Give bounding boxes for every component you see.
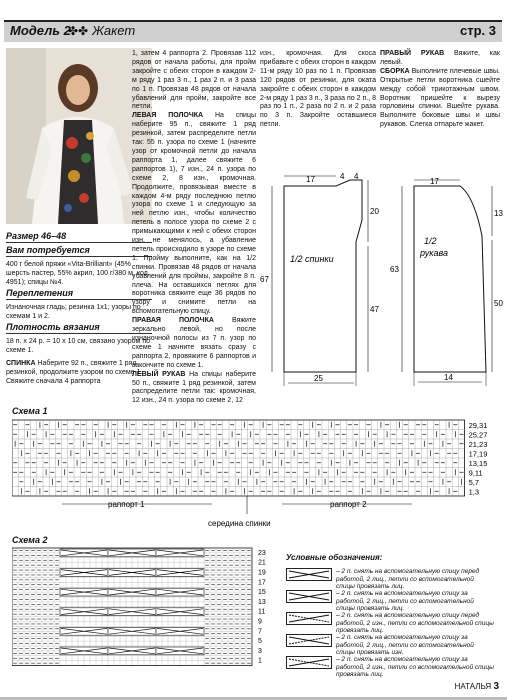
scheme1-title: Схема 1 <box>12 406 48 416</box>
scheme1-row-label: 5,7 <box>468 478 480 487</box>
scheme1-row-label: 29,31 <box>468 421 488 430</box>
legend-title: Условные обозначения: <box>286 553 383 562</box>
legend-item-text: – 2 п. снять на вспомогательную спицу перед работой, 2 изн., петли со вспомогательной спицы провязать лиц. <box>336 612 494 634</box>
back-shoulder: 4 <box>340 172 345 181</box>
scheme2-row-label: 19 <box>258 569 266 577</box>
scheme2-row-label: 11 <box>258 608 266 616</box>
left-sleeve: ЛЕВЫЙ РУКАВ На спицы наберите 50 п., свяжите 1 ряд резинкой, затем распределите петли так: кромочная, 12 изн., 24 п. узора по схеме 2, 12 <box>132 370 257 405</box>
weave-text: Изнаночная гладь; резинка 1х1; узоры по схемам 1 и 2. <box>6 304 141 320</box>
right-sleeve: ПРАВЫЙ РУКАВ Вяжите, как левый. <box>380 50 500 66</box>
scheme2-row-label: 1 <box>258 657 262 665</box>
garment-title: Жакет <box>92 23 136 38</box>
scheme2-row-label: 17 <box>258 579 266 587</box>
footer: НАТАЛЬЯ 3 <box>454 681 499 692</box>
instructions-column-2 <box>132 50 256 406</box>
cable-symbol-icon <box>286 656 332 669</box>
scheme2-chart <box>12 546 284 668</box>
back-top-width: 17 <box>306 175 315 184</box>
page-header <box>4 20 502 42</box>
sleeve-top-width: 17 <box>430 177 439 186</box>
sleeve-bottom-width: 14 <box>444 373 453 382</box>
cable-symbol-icon <box>286 612 332 625</box>
sleeve-label: рукава <box>420 248 448 258</box>
sleeve-continued: изн., кромочная. Для скоса прибавьте с обеих сторон в каждом 11-м ряду 10 раз по 1 п. Провязав 120 рядов от резинки, для оката закройте с обеих сторон в каждом 2-м ряду 1 раз 3 п., 3 раза по 2 п., 8 раз по 1 п., 2 раза по 2 п. и 2 раза по 3 п. Закройте оставшиеся петли. <box>260 50 376 129</box>
model-photo <box>6 48 152 224</box>
materials-heading: Вам потребуется <box>6 246 152 257</box>
scheme1-rapport1: раппорт 1 <box>108 500 145 509</box>
instructions-column-3 <box>260 50 376 130</box>
scheme2-row-label: 9 <box>258 618 262 626</box>
sleeve-label-half: 1/2 <box>424 236 437 246</box>
scheme2-row-label: 7 <box>258 628 262 636</box>
scheme1-row-label: 13,15 <box>468 459 488 468</box>
scheme1-rapport2: раппорт 2 <box>330 500 367 509</box>
density-heading: Плотность вязания <box>6 323 152 334</box>
scheme2-title: Схема 2 <box>12 535 48 545</box>
back-body-height: 47 <box>370 305 379 314</box>
legend-item-text: – 2 п. снять на вспомогательную спицу за работой, 2 лиц., петли со вспомогательной спицы провязать лиц. <box>336 590 474 612</box>
back-neck: 4 <box>354 172 359 181</box>
sleeve-body-height: 50 <box>494 299 503 308</box>
scheme2-row-label: 15 <box>258 589 266 597</box>
scheme2-row-label: 5 <box>258 638 262 646</box>
scheme2-row-label: 23 <box>258 549 266 557</box>
cable-symbol-icon <box>286 634 332 647</box>
scheme1-row-label: 1,3 <box>468 487 480 497</box>
scheme1-row-label: 21,23 <box>468 440 488 449</box>
scheme2-row-label: 13 <box>258 598 266 606</box>
scheme2-row-label: 3 <box>258 647 262 655</box>
sleeve-total-height: 63 <box>390 265 399 274</box>
side-column <box>6 230 152 386</box>
model-title: Модель 2 <box>10 23 71 38</box>
materials-text: 400 г белой пряжи «Vita-Brilliant» (45% шерсть пастер, 55% акрил, 100 г/380 м, код 4951); спицы №4. <box>6 261 148 286</box>
weave-heading: Переплетения <box>6 289 152 300</box>
sleeve-cap-height: 13 <box>494 209 503 218</box>
model-symbol: ✤✤ <box>68 24 89 38</box>
back-continued: 1, затем 4 раппорта 2. Провязав 112 рядов от начала работы, для пройм закройте с обеих сторон в каждом 2-м ряду 1 раз 3 п., 1 раз 2 п. и 3 раза по 1 п. Провязав 48 рядов от начала убавлений для пройм, закройте все петли. <box>132 50 256 111</box>
sleeve-pattern-diagram <box>390 177 503 386</box>
legend-item-text: – 2 п. снять на вспомогательную спицу за работой, 2 изн., петли со вспомогательной спицы провязать лиц. <box>336 656 494 678</box>
scheme1-row-label: 25,27 <box>468 430 488 440</box>
back-armhole-height: 20 <box>370 207 379 216</box>
density-text: 18 п. х 24 р. = 10 х 10 см, связано узором по схеме 1. <box>6 338 150 354</box>
left-front: ЛЕВАЯ ПОЛОЧКА На спицы наберите 95 п., свяжите 1 ряд резинкой, затем распределите петли так: 55 п. узора по схеме 1 (начните узор от кромочной петли до начала раппорта 1, далее свяжите 6 раппортов 1), 7 изн., 24 п. узора по схеме 2, 8 изн., кромочная. Продолжите, провязывая вместе в каждом 4-м ряду последнюю петлю узора по схеме 1 и следующую за ней петлю изн., чтобы количество петель в полосе узора по схеме 2 с примыкающими к ней с обеих сторон изн. не менялось, а убавление петель происходило в узоре по схеме 1. Пройму выполните, как на 1/2 спинки. Провязав 48 рядов от начала убавлений для проймы, закройте 8 п. плеча. На оставшихся петлях для воротника свяжите еще 36 рядов по узору и снимите петли на вспомогательную спицу. <box>132 112 256 316</box>
legend-item-text: – 2 п. снять на вспомогательную спицу за работой, 2 лиц., петли со вспомогательной спицы провязать изн. <box>336 634 474 656</box>
scheme1-row-label: 9,11 <box>468 468 483 478</box>
size-heading: Размер 46–48 <box>6 232 152 243</box>
page-number: стр. 3 <box>460 23 496 38</box>
legend-item-text: – 2 п. снять на вспомогательную спицу перед работой, 2 лиц., петли со вспомогательной спицы провязать лиц. <box>336 568 480 590</box>
back-label: 1/2 спинки <box>290 254 334 264</box>
scheme1-row-label: 17,19 <box>468 449 488 459</box>
assembly: СБОРКА Выполните плечевые швы. Открытые петли воротника сшейте между собой трикотажным швом. Воротник пришейте к вырезу горловины спинки. Вшейте рукава. Выполните боковые швы и швы рукавов. Слегка отпарьте жакет. <box>380 67 500 129</box>
back-pattern-diagram <box>258 172 380 390</box>
back-bottom-width: 25 <box>314 374 323 383</box>
scheme2-row-label: 21 <box>258 559 266 567</box>
scheme1-center-label: середина спинки <box>208 519 271 528</box>
cable-symbol-icon <box>286 568 332 581</box>
right-front: ПРАВАЯ ПОЛОЧКА Вяжите зеркально левой, но после изнаночной полосы из 7 п. узор по схеме 1 начните вязать сразу с раппорта 2, провяжите 6 раппортов и закончите по схеме 1. <box>132 317 256 369</box>
back-text: СПИНКА Наберите 92 п., свяжите 1 ряд резинкой, продолжите узором по схеме 1. Свяжите сначала 4 раппорта <box>6 360 143 385</box>
back-total-height: 67 <box>260 275 269 284</box>
cable-symbol-icon <box>286 590 332 603</box>
scheme1-chart <box>12 418 506 530</box>
instructions-column-4 <box>380 50 500 130</box>
